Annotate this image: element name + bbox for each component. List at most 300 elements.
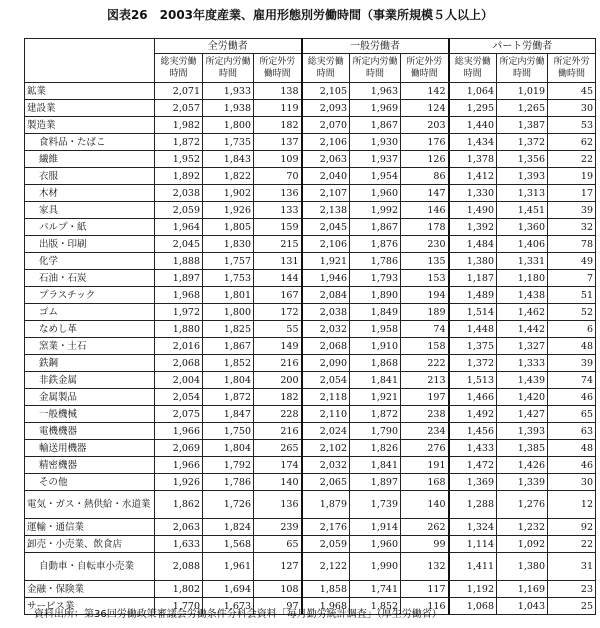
table-row bbox=[25, 287, 596, 304]
value-cell: 136 bbox=[254, 185, 302, 202]
column-header: 総実労働時間 bbox=[155, 54, 203, 83]
value-cell: 63 bbox=[548, 423, 596, 440]
value-cell: 182 bbox=[254, 389, 302, 406]
value-cell: 140 bbox=[401, 491, 449, 519]
value-cell: 1,420 bbox=[497, 389, 548, 406]
industry-name: サービス業 bbox=[25, 598, 155, 615]
value-cell: 1,378 bbox=[449, 151, 497, 168]
value-cell: 2,032 bbox=[302, 457, 350, 474]
value-cell: 1,360 bbox=[497, 219, 548, 236]
value-cell: 1,804 bbox=[203, 372, 254, 389]
value-cell: 1,963 bbox=[350, 83, 401, 100]
value-cell: 1,852 bbox=[203, 355, 254, 372]
value-cell: 74 bbox=[548, 372, 596, 389]
value-cell: 159 bbox=[254, 219, 302, 236]
value-cell: 1,492 bbox=[449, 406, 497, 423]
value-cell: 1,890 bbox=[350, 287, 401, 304]
value-cell: 265 bbox=[254, 440, 302, 457]
value-cell: 1,426 bbox=[497, 457, 548, 474]
value-cell: 197 bbox=[401, 389, 449, 406]
value-cell: 1,824 bbox=[203, 519, 254, 536]
value-cell: 2,106 bbox=[302, 134, 350, 151]
value-cell: 1,954 bbox=[350, 168, 401, 185]
value-cell: 109 bbox=[254, 151, 302, 168]
value-cell: 2,024 bbox=[302, 423, 350, 440]
industry-name: 衣服 bbox=[25, 168, 155, 185]
table-row bbox=[25, 304, 596, 321]
value-cell: 144 bbox=[254, 270, 302, 287]
value-cell: 7 bbox=[548, 270, 596, 287]
value-cell: 262 bbox=[401, 519, 449, 536]
value-cell: 46 bbox=[548, 457, 596, 474]
value-cell: 1,295 bbox=[449, 100, 497, 117]
value-cell: 25 bbox=[548, 598, 596, 615]
value-cell: 1,169 bbox=[497, 581, 548, 598]
value-cell: 216 bbox=[254, 355, 302, 372]
value-cell: 1,324 bbox=[449, 519, 497, 536]
value-cell: 200 bbox=[254, 372, 302, 389]
table-row bbox=[25, 185, 596, 202]
value-cell: 137 bbox=[254, 134, 302, 151]
value-cell: 216 bbox=[254, 423, 302, 440]
industry-name: なめし革 bbox=[25, 321, 155, 338]
value-cell: 1,926 bbox=[203, 202, 254, 219]
industry-name: 金融・保険業 bbox=[25, 581, 155, 598]
value-cell: 119 bbox=[254, 100, 302, 117]
value-cell: 1,192 bbox=[449, 581, 497, 598]
value-cell: 1,514 bbox=[449, 304, 497, 321]
value-cell: 2,069 bbox=[155, 440, 203, 457]
value-cell: 2,032 bbox=[302, 321, 350, 338]
value-cell: 167 bbox=[254, 287, 302, 304]
value-cell: 1,790 bbox=[350, 423, 401, 440]
value-cell: 1,385 bbox=[497, 440, 548, 457]
value-cell: 46 bbox=[548, 389, 596, 406]
value-cell: 1,439 bbox=[497, 372, 548, 389]
value-cell: 2,088 bbox=[155, 553, 203, 581]
column-header: 所定外労働時間 bbox=[401, 54, 449, 83]
value-cell: 2,176 bbox=[302, 519, 350, 536]
group-header-row bbox=[25, 39, 596, 54]
value-cell: 1,372 bbox=[497, 134, 548, 151]
value-cell: 1,921 bbox=[350, 389, 401, 406]
value-cell: 1,938 bbox=[203, 100, 254, 117]
value-cell: 1,968 bbox=[302, 598, 350, 615]
value-cell: 1,633 bbox=[155, 536, 203, 553]
industry-name: 精密機器 bbox=[25, 457, 155, 474]
value-cell: 1,568 bbox=[203, 536, 254, 553]
value-cell: 1,858 bbox=[302, 581, 350, 598]
value-cell: 30 bbox=[548, 474, 596, 491]
value-cell: 2,090 bbox=[302, 355, 350, 372]
value-cell: 131 bbox=[254, 253, 302, 270]
column-header: 所定外労働時間 bbox=[548, 54, 596, 83]
column-header: 所定内労働時間 bbox=[350, 54, 401, 83]
value-cell: 1,964 bbox=[155, 219, 203, 236]
value-cell: 1,822 bbox=[203, 168, 254, 185]
table-row bbox=[25, 236, 596, 253]
value-cell: 182 bbox=[254, 117, 302, 134]
value-cell: 48 bbox=[548, 440, 596, 457]
industry-name: 運輸・通信業 bbox=[25, 519, 155, 536]
value-cell: 1,741 bbox=[350, 581, 401, 598]
industry-name: 一般機械 bbox=[25, 406, 155, 423]
table-row bbox=[25, 168, 596, 185]
value-cell: 172 bbox=[254, 304, 302, 321]
industry-name: 繊維 bbox=[25, 151, 155, 168]
value-cell: 2,016 bbox=[155, 338, 203, 355]
table-row bbox=[25, 117, 596, 134]
value-cell: 1,800 bbox=[203, 117, 254, 134]
table-row bbox=[25, 134, 596, 151]
value-cell: 1,456 bbox=[449, 423, 497, 440]
value-cell: 158 bbox=[401, 338, 449, 355]
industry-name: 電機機器 bbox=[25, 423, 155, 440]
value-cell: 1,265 bbox=[497, 100, 548, 117]
value-cell: 1,757 bbox=[203, 253, 254, 270]
value-cell: 1,841 bbox=[350, 372, 401, 389]
value-cell: 1,411 bbox=[449, 553, 497, 581]
value-cell: 2,075 bbox=[155, 406, 203, 423]
industry-name: 自動車・自転車小売業 bbox=[25, 553, 155, 581]
table-row bbox=[25, 440, 596, 457]
value-cell: 1,786 bbox=[203, 474, 254, 491]
source-note: 資料出所：第36回労働政策審議会労働条件分科会資料「毎月勤労統計調査」（厚生労働省） bbox=[34, 609, 442, 620]
value-cell: 1,968 bbox=[155, 287, 203, 304]
value-cell: 1,393 bbox=[497, 168, 548, 185]
value-cell: 1,830 bbox=[203, 236, 254, 253]
table-row bbox=[25, 536, 596, 553]
value-cell: 1,180 bbox=[497, 270, 548, 287]
value-cell: 1,872 bbox=[155, 134, 203, 151]
value-cell: 178 bbox=[401, 219, 449, 236]
value-cell: 149 bbox=[254, 338, 302, 355]
industry-header-cell bbox=[25, 39, 155, 83]
industry-name: 建設業 bbox=[25, 100, 155, 117]
value-cell: 2,004 bbox=[155, 372, 203, 389]
value-cell: 194 bbox=[401, 287, 449, 304]
value-cell: 2,065 bbox=[302, 474, 350, 491]
value-cell: 1,841 bbox=[350, 457, 401, 474]
value-cell: 2,102 bbox=[302, 440, 350, 457]
value-cell: 2,070 bbox=[302, 117, 350, 134]
industry-name: 輸送用機器 bbox=[25, 440, 155, 457]
value-cell: 2,107 bbox=[302, 185, 350, 202]
table-row bbox=[25, 321, 596, 338]
value-cell: 1,356 bbox=[497, 151, 548, 168]
value-cell: 2,118 bbox=[302, 389, 350, 406]
value-cell: 153 bbox=[401, 270, 449, 287]
value-cell: 1,412 bbox=[449, 168, 497, 185]
value-cell: 1,327 bbox=[497, 338, 548, 355]
value-cell: 2,105 bbox=[302, 83, 350, 100]
value-cell: 1,187 bbox=[449, 270, 497, 287]
industry-name: 電気・ガス・熱供給・水道業 bbox=[25, 491, 155, 519]
value-cell: 2,054 bbox=[302, 372, 350, 389]
value-cell: 132 bbox=[401, 553, 449, 581]
value-cell: 1,960 bbox=[350, 185, 401, 202]
value-cell: 1,862 bbox=[155, 491, 203, 519]
value-cell: 2,093 bbox=[302, 100, 350, 117]
value-cell: 22 bbox=[548, 151, 596, 168]
column-header: 所定内労働時間 bbox=[497, 54, 548, 83]
value-cell: 2,038 bbox=[155, 185, 203, 202]
value-cell: 1,387 bbox=[497, 117, 548, 134]
value-cell: 1,466 bbox=[449, 389, 497, 406]
value-cell: 2,045 bbox=[155, 236, 203, 253]
value-cell: 2,122 bbox=[302, 553, 350, 581]
table-row bbox=[25, 355, 596, 372]
value-cell: 1,801 bbox=[203, 287, 254, 304]
value-cell: 215 bbox=[254, 236, 302, 253]
value-cell: 1,804 bbox=[203, 440, 254, 457]
value-cell: 1,440 bbox=[449, 117, 497, 134]
industry-name: 化学 bbox=[25, 253, 155, 270]
value-cell: 1,739 bbox=[350, 491, 401, 519]
value-cell: 1,333 bbox=[497, 355, 548, 372]
value-cell: 55 bbox=[254, 321, 302, 338]
value-cell: 1,867 bbox=[203, 338, 254, 355]
value-cell: 1,872 bbox=[350, 406, 401, 423]
value-cell: 174 bbox=[254, 457, 302, 474]
value-cell: 140 bbox=[254, 474, 302, 491]
value-cell: 45 bbox=[548, 83, 596, 100]
value-cell: 1,897 bbox=[350, 474, 401, 491]
value-cell: 1,484 bbox=[449, 236, 497, 253]
table-row bbox=[25, 372, 596, 389]
value-cell: 1,792 bbox=[203, 457, 254, 474]
table-row bbox=[25, 474, 596, 491]
value-cell: 142 bbox=[401, 83, 449, 100]
table-row bbox=[25, 389, 596, 406]
value-cell: 1,852 bbox=[350, 598, 401, 615]
column-header: 所定外労働時間 bbox=[254, 54, 302, 83]
value-cell: 189 bbox=[401, 304, 449, 321]
value-cell: 1,438 bbox=[497, 287, 548, 304]
value-cell: 1,372 bbox=[449, 355, 497, 372]
value-cell: 1,897 bbox=[155, 270, 203, 287]
working-hours-table bbox=[24, 38, 596, 615]
value-cell: 1,288 bbox=[449, 491, 497, 519]
value-cell: 1,825 bbox=[203, 321, 254, 338]
value-cell: 1,892 bbox=[155, 168, 203, 185]
industry-name: 鉱業 bbox=[25, 83, 155, 100]
value-cell: 1,969 bbox=[350, 100, 401, 117]
value-cell: 1,735 bbox=[203, 134, 254, 151]
value-cell: 138 bbox=[254, 83, 302, 100]
industry-name: 家具 bbox=[25, 202, 155, 219]
value-cell: 1,490 bbox=[449, 202, 497, 219]
value-cell: 1,448 bbox=[449, 321, 497, 338]
value-cell: 1,694 bbox=[203, 581, 254, 598]
value-cell: 2,068 bbox=[302, 338, 350, 355]
table-row bbox=[25, 406, 596, 423]
table-row bbox=[25, 491, 596, 519]
value-cell: 1,393 bbox=[497, 423, 548, 440]
value-cell: 1,966 bbox=[155, 423, 203, 440]
industry-name: ゴム bbox=[25, 304, 155, 321]
value-cell: 1,331 bbox=[497, 253, 548, 270]
value-cell: 2,038 bbox=[302, 304, 350, 321]
value-cell: 52 bbox=[548, 304, 596, 321]
table-row bbox=[25, 519, 596, 536]
value-cell: 70 bbox=[254, 168, 302, 185]
table-row bbox=[25, 253, 596, 270]
value-cell: 147 bbox=[401, 185, 449, 202]
group-header: パート労働者 bbox=[449, 39, 596, 54]
table-row bbox=[25, 202, 596, 219]
value-cell: 74 bbox=[401, 321, 449, 338]
value-cell: 1,805 bbox=[203, 219, 254, 236]
industry-name: 鉄鋼 bbox=[25, 355, 155, 372]
industry-name: 窯業・土石 bbox=[25, 338, 155, 355]
value-cell: 39 bbox=[548, 355, 596, 372]
value-cell: 136 bbox=[254, 491, 302, 519]
value-cell: 19 bbox=[548, 168, 596, 185]
table-row bbox=[25, 581, 596, 598]
value-cell: 1,673 bbox=[203, 598, 254, 615]
value-cell: 146 bbox=[401, 202, 449, 219]
group-header: 全労働者 bbox=[155, 39, 302, 54]
value-cell: 1,392 bbox=[449, 219, 497, 236]
value-cell: 238 bbox=[401, 406, 449, 423]
column-header: 所定内労働時間 bbox=[203, 54, 254, 83]
value-cell: 1,786 bbox=[350, 253, 401, 270]
value-cell: 228 bbox=[254, 406, 302, 423]
value-cell: 1,990 bbox=[350, 553, 401, 581]
value-cell: 2,106 bbox=[302, 236, 350, 253]
value-cell: 51 bbox=[548, 287, 596, 304]
value-cell: 2,059 bbox=[302, 536, 350, 553]
value-cell: 1,910 bbox=[350, 338, 401, 355]
value-cell: 99 bbox=[401, 536, 449, 553]
table-row bbox=[25, 457, 596, 474]
table-row bbox=[25, 151, 596, 168]
value-cell: 1,888 bbox=[155, 253, 203, 270]
value-cell: 1,068 bbox=[449, 598, 497, 615]
industry-name: 石油・石炭 bbox=[25, 270, 155, 287]
value-cell: 124 bbox=[401, 100, 449, 117]
industry-name: 卸売・小売業、飲食店 bbox=[25, 536, 155, 553]
value-cell: 1,972 bbox=[155, 304, 203, 321]
industry-name: 出版・印刷 bbox=[25, 236, 155, 253]
value-cell: 1,375 bbox=[449, 338, 497, 355]
industry-name: 食料品・たばこ bbox=[25, 134, 155, 151]
value-cell: 1,489 bbox=[449, 287, 497, 304]
value-cell: 1,433 bbox=[449, 440, 497, 457]
value-cell: 2,084 bbox=[302, 287, 350, 304]
value-cell: 1,406 bbox=[497, 236, 548, 253]
value-cell: 1,114 bbox=[449, 536, 497, 553]
value-cell: 1,451 bbox=[497, 202, 548, 219]
industry-name: その他 bbox=[25, 474, 155, 491]
value-cell: 1,849 bbox=[350, 304, 401, 321]
value-cell: 97 bbox=[254, 598, 302, 615]
value-cell: 49 bbox=[548, 253, 596, 270]
value-cell: 1,726 bbox=[203, 491, 254, 519]
value-cell: 126 bbox=[401, 151, 449, 168]
value-cell: 133 bbox=[254, 202, 302, 219]
value-cell: 1,064 bbox=[449, 83, 497, 100]
value-cell: 31 bbox=[548, 553, 596, 581]
value-cell: 1,867 bbox=[350, 219, 401, 236]
value-cell: 2,059 bbox=[155, 202, 203, 219]
value-cell: 1,933 bbox=[203, 83, 254, 100]
group-header: 一般労働者 bbox=[302, 39, 449, 54]
industry-name: パルプ・紙 bbox=[25, 219, 155, 236]
value-cell: 239 bbox=[254, 519, 302, 536]
industry-name: 製造業 bbox=[25, 117, 155, 134]
value-cell: 1,843 bbox=[203, 151, 254, 168]
value-cell: 1,921 bbox=[302, 253, 350, 270]
value-cell: 108 bbox=[254, 581, 302, 598]
value-cell: 1,937 bbox=[350, 151, 401, 168]
value-cell: 1,876 bbox=[350, 236, 401, 253]
page-title: 図表26 2003年度産業、雇用形態別労働時間（事業所規模５人以上） bbox=[106, 8, 494, 22]
value-cell: 1,276 bbox=[497, 491, 548, 519]
value-cell: 1,313 bbox=[497, 185, 548, 202]
value-cell: 65 bbox=[254, 536, 302, 553]
value-cell: 1,958 bbox=[350, 321, 401, 338]
value-cell: 1,826 bbox=[350, 440, 401, 457]
value-cell: 1,380 bbox=[449, 253, 497, 270]
value-cell: 1,880 bbox=[155, 321, 203, 338]
value-cell: 1,800 bbox=[203, 304, 254, 321]
value-cell: 203 bbox=[401, 117, 449, 134]
value-cell: 2,063 bbox=[302, 151, 350, 168]
table-row bbox=[25, 270, 596, 287]
value-cell: 1,380 bbox=[497, 553, 548, 581]
value-cell: 12 bbox=[548, 491, 596, 519]
value-cell: 1,982 bbox=[155, 117, 203, 134]
value-cell: 2,063 bbox=[155, 519, 203, 536]
value-cell: 1,330 bbox=[449, 185, 497, 202]
value-cell: 1,770 bbox=[155, 598, 203, 615]
value-cell: 23 bbox=[548, 581, 596, 598]
value-cell: 2,045 bbox=[302, 219, 350, 236]
value-cell: 1,879 bbox=[302, 491, 350, 519]
value-cell: 2,068 bbox=[155, 355, 203, 372]
value-cell: 191 bbox=[401, 457, 449, 474]
value-cell: 117 bbox=[401, 581, 449, 598]
column-header: 総実労働時間 bbox=[302, 54, 350, 83]
value-cell: 1,961 bbox=[203, 553, 254, 581]
value-cell: 1,867 bbox=[350, 117, 401, 134]
value-cell: 39 bbox=[548, 202, 596, 219]
industry-name: 木材 bbox=[25, 185, 155, 202]
value-cell: 2,110 bbox=[302, 406, 350, 423]
value-cell: 1,946 bbox=[302, 270, 350, 287]
value-cell: 1,442 bbox=[497, 321, 548, 338]
value-cell: 1,369 bbox=[449, 474, 497, 491]
value-cell: 1,914 bbox=[350, 519, 401, 536]
value-cell: 168 bbox=[401, 474, 449, 491]
table-row bbox=[25, 553, 596, 581]
value-cell: 1,992 bbox=[350, 202, 401, 219]
value-cell: 1,513 bbox=[449, 372, 497, 389]
value-cell: 62 bbox=[548, 134, 596, 151]
value-cell: 1,802 bbox=[155, 581, 203, 598]
value-cell: 222 bbox=[401, 355, 449, 372]
value-cell: 127 bbox=[254, 553, 302, 581]
value-cell: 234 bbox=[401, 423, 449, 440]
value-cell: 78 bbox=[548, 236, 596, 253]
value-cell: 213 bbox=[401, 372, 449, 389]
value-cell: 1,472 bbox=[449, 457, 497, 474]
value-cell: 2,057 bbox=[155, 100, 203, 117]
industry-name: 金属製品 bbox=[25, 389, 155, 406]
value-cell: 22 bbox=[548, 536, 596, 553]
